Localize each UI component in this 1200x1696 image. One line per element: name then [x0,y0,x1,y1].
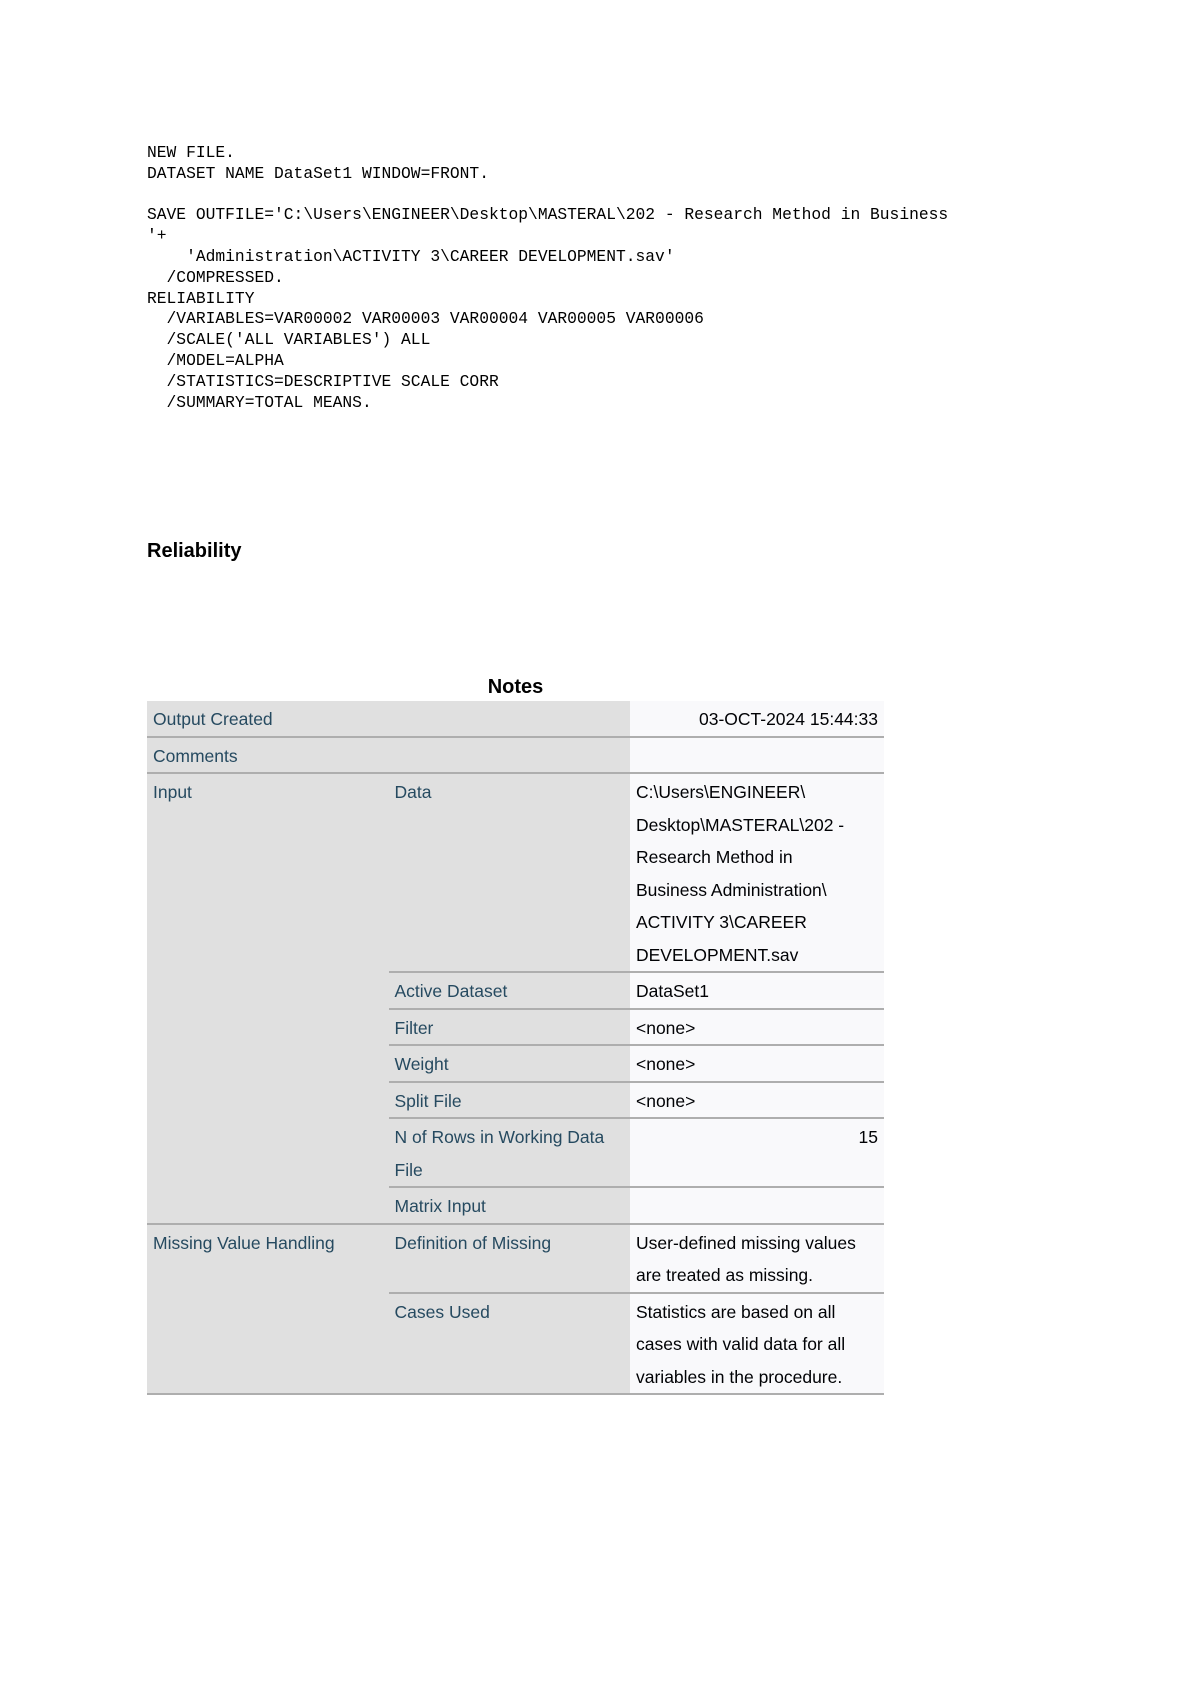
syntax-line: DATASET NAME DataSet1 WINDOW=FRONT. [147,163,489,183]
filter-label: Filter [389,1009,631,1046]
notes-table [147,701,884,1395]
cases-used-value-line: Statistics are based on all [636,1301,836,1322]
definition-value [630,1224,884,1293]
active-dataset-value: DataSet1 [630,972,884,1009]
weight-value: <none> [630,1045,884,1082]
data-label: Data [389,773,631,972]
cases-used-value [630,1293,884,1395]
cases-used-value-line: cases with valid data for all [636,1334,846,1354]
output-created-label: Output Created [147,701,630,737]
syntax-line: /SUMMARY=TOTAL MEANS. [147,392,372,412]
syntax-line: RELIABILITY [147,288,255,308]
data-value-line: DEVELOPMENT.sav [636,944,799,965]
input-label: Input [147,773,389,1224]
split-file-value: <none> [630,1082,884,1119]
data-value-line: Desktop\MASTERAL\202 - [636,814,845,835]
syntax-line: '+ [147,226,167,246]
syntax-line [147,185,948,206]
table-row [147,737,884,774]
data-value-line: ACTIVITY 3\CAREER [636,912,807,932]
syntax-line: /MODEL=ALPHA [147,350,284,370]
syntax-block [147,143,948,413]
definition-value-line: User-defined missing values [636,1232,856,1253]
cases-used-label: Cases Used [389,1293,631,1395]
table-row [147,773,884,972]
definition-value-line: are treated as missing. [636,1265,814,1285]
syntax-line: /COMPRESSED. [147,267,284,287]
comments-value [630,737,884,774]
section-title: Reliability [147,540,242,562]
matrix-input-label: Matrix Input [389,1187,631,1224]
table-row [147,1224,884,1293]
syntax-line: 'Administration\ACTIVITY 3\CAREER DEVELOPMENT.sav' [147,246,675,266]
weight-label: Weight [389,1045,631,1082]
active-dataset-label: Active Dataset [389,972,631,1009]
definition-label: Definition of Missing [389,1224,631,1293]
split-file-label: Split File [389,1082,631,1119]
data-value-line: Research Method in [636,847,793,867]
syntax-line: SAVE OUTFILE='C:\Users\ENGINEER\Desktop\MASTERAL\202 - Research Method in Business [147,205,949,225]
comments-label: Comments [147,737,630,774]
missing-label: Missing Value Handling [147,1224,389,1395]
output-created-value: 03-OCT-2024 15:44:33 [630,701,884,737]
data-value-line: C:\Users\ENGINEER\ [636,782,806,802]
n-rows-label-line: File [394,1159,423,1180]
table-row [147,701,884,737]
data-value [630,773,884,972]
cases-used-value-line: variables in the procedure. [636,1366,843,1387]
syntax-line: /STATISTICS=DESCRIPTIVE SCALE CORR [147,371,499,391]
n-rows-value: 15 [630,1118,884,1187]
data-value-line: Business Administration\ [636,879,827,900]
syntax-line: /SCALE('ALL VARIABLES') ALL [147,330,431,350]
syntax-line: /VARIABLES=VAR00002 VAR00003 VAR00004 VAR00005 VAR00006 [147,309,704,329]
matrix-input-value [630,1187,884,1224]
filter-value: <none> [630,1009,884,1046]
syntax-line: NEW FILE. [147,143,235,162]
n-rows-label [389,1118,631,1187]
n-rows-label-line: N of Rows in Working Data [394,1127,605,1147]
notes-table-title: Notes [487,676,544,698]
